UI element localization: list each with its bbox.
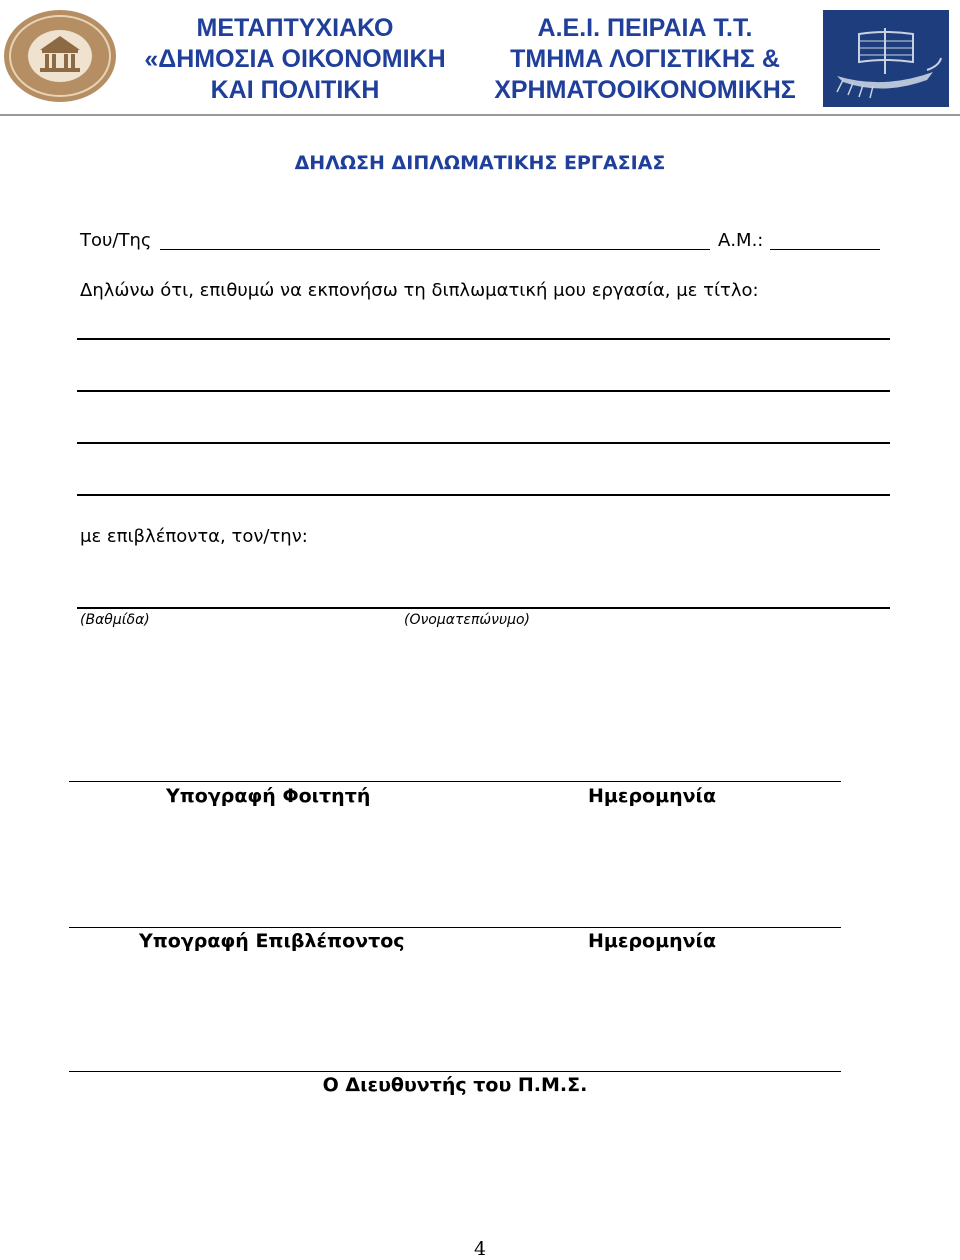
- rank-hint: (Βαθμίδα): [80, 612, 150, 628]
- university-ship-logo: [823, 10, 949, 107]
- header-divider: [0, 114, 960, 116]
- student-signature-label: Υπογραφή Φοιτητή: [166, 785, 371, 807]
- thesis-title-line[interactable]: [77, 338, 890, 340]
- date-label: Ημερομηνία: [588, 930, 717, 952]
- name-hint: (Ονοματεπώνυμο): [404, 612, 531, 628]
- student-name-field[interactable]: [160, 249, 710, 250]
- thesis-title-line[interactable]: [77, 442, 890, 444]
- department-title-line: Α.Ε.Ι. ΠΕΙΡΑΙΑ Τ.Τ.: [537, 14, 753, 42]
- thesis-title-line[interactable]: [77, 390, 890, 392]
- thesis-title-line[interactable]: [77, 494, 890, 496]
- supervisor-field[interactable]: [77, 607, 890, 609]
- supervisor-label: με επιβλέποντα, τον/την:: [80, 526, 308, 547]
- program-title-line: ΚΑΙ ΠΟΛΙΤΙΚΗ: [210, 76, 380, 104]
- director-signature-label: Ο Διευθυντής του Π.Μ.Σ.: [322, 1074, 588, 1096]
- program-title: [125, 13, 465, 106]
- document-title: ΔΗΛΩΣΗ ΔΙΠΛΩΜΑΤΙΚΗΣ ΕΡΓΑΣΙΑΣ: [294, 152, 666, 174]
- program-seal-logo: [2, 8, 118, 104]
- director-signature-line[interactable]: [69, 1071, 841, 1072]
- student-signature-line[interactable]: [69, 781, 841, 782]
- program-title-line: ΜΕΤΑΠΤΥΧΙΑΚΟ: [196, 14, 394, 42]
- date-label: Ημερομηνία: [588, 785, 717, 807]
- page-number: 4: [473, 1238, 487, 1260]
- declaration-text: Δηλώνω ότι, επιθυμώ να εκπονήσω τη διπλωματική μου εργασία, με τίτλο:: [80, 280, 759, 301]
- am-label: Α.Μ.:: [718, 230, 764, 251]
- student-label: Του/Της: [80, 230, 152, 251]
- department-title: [470, 13, 820, 106]
- supervisor-signature-label: Υπογραφή Επιβλέποντος: [139, 930, 405, 952]
- am-field[interactable]: [770, 249, 880, 250]
- department-title-line: ΤΜΗΜΑ ΛΟΓΙΣΤΙΚΗΣ &: [510, 45, 780, 73]
- department-title-line: ΧΡΗΜΑΤΟΟΙΚΟΝΟΜΙΚΗΣ: [494, 76, 796, 104]
- program-title-line: «ΔΗΜΟΣΙΑ ΟΙΚΟΝΟΜΙΚΗ: [144, 45, 446, 73]
- supervisor-signature-line[interactable]: [69, 927, 841, 928]
